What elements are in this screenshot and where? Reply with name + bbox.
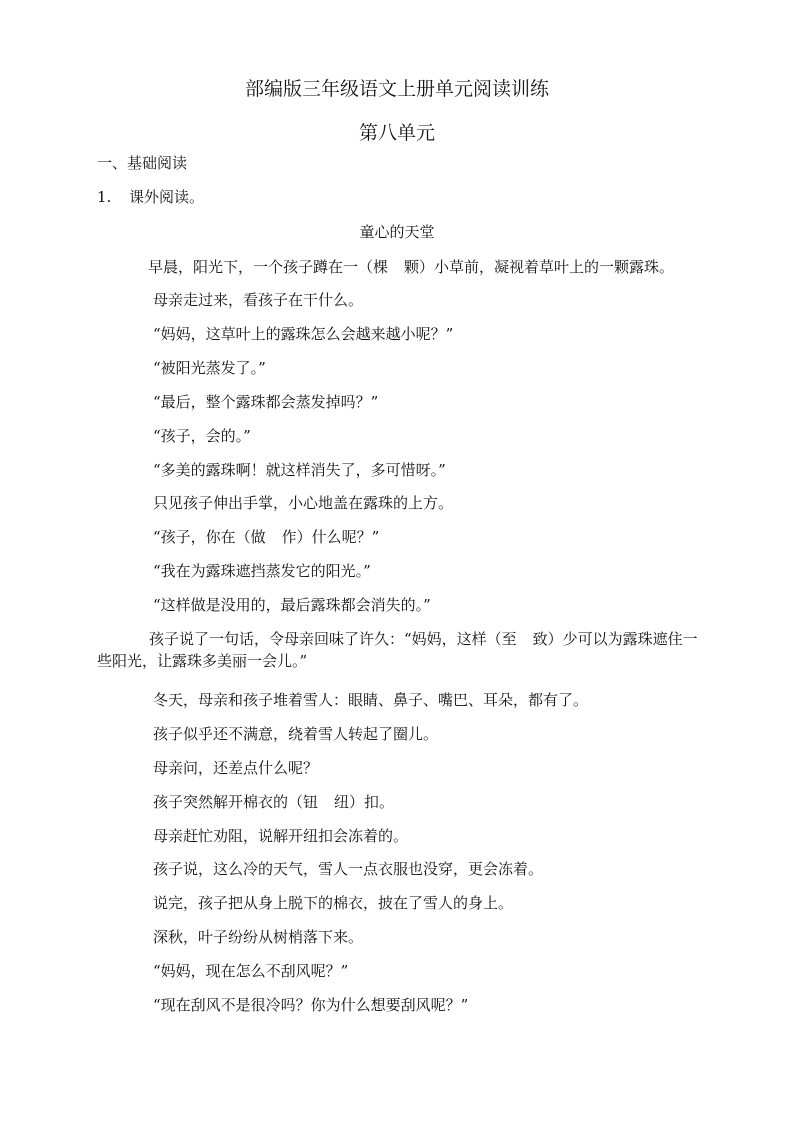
question-line — [97, 186, 204, 208]
document-title: 部编版三年级语文上册单元阅读训练 — [244, 78, 549, 100]
paragraph: 只见孩子伸出手掌，小心地盖在露珠的上方。 — [153, 494, 454, 512]
paragraph: “多美的露珠啊！就这样消失了，多可惜呀。” — [153, 461, 446, 479]
paragraph: “孩子，会的。” — [153, 427, 251, 445]
paragraph-text: 颗）小草前，凝视着草叶上的一颗露珠。 — [404, 258, 675, 276]
story-title: 童心的天堂 — [359, 223, 435, 241]
paragraph: “妈妈，这草叶上的露珠怎么会越来越小呢？” — [153, 325, 454, 343]
paragraph: 说完，孩子把从身上脱下的棉衣，披在了雪人的身上。 — [153, 894, 514, 912]
paragraph: 母亲走过来，看孩子在干什么。 — [153, 291, 364, 309]
paragraph-text: 早晨，阳光下，一个孩子蹲在一（棵 — [148, 258, 389, 276]
paragraph — [148, 256, 674, 278]
paragraph: “现在刮风不是很冷吗？你为什么想要刮风呢？” — [153, 996, 469, 1014]
unit-title: 第八单元 — [358, 122, 435, 144]
paragraph: “妈妈，现在怎么不刮风呢？” — [153, 962, 349, 980]
paragraph-text: 纽）扣。 — [334, 793, 395, 811]
paragraph: 深秋，叶子纷纷从树梢落下来。 — [153, 928, 364, 946]
paragraph: “被阳光蒸发了。” — [153, 359, 266, 377]
paragraph-text: “孩子，你在（做 — [153, 528, 266, 546]
paragraph: “最后，整个露珠都会蒸发掉吗？” — [153, 393, 379, 411]
question-number: 1. — [97, 188, 112, 206]
paragraph: “我在为露珠遮挡蒸发它的阳光。” — [153, 562, 371, 580]
paragraph — [153, 791, 394, 813]
paragraph-text: 孩子突然解开棉衣的（钮 — [153, 793, 319, 811]
paragraph — [153, 526, 379, 548]
paragraph-text: 作）什么呢？” — [281, 528, 380, 546]
question-text: 课外阅读。 — [129, 188, 205, 206]
paragraph: 孩子似乎还不满意，绕着雪人转起了圈儿。 — [153, 725, 439, 743]
paragraph: 冬天，母亲和孩子堆着雪人：眼睛、鼻子、嘴巴、耳朵，都有了。 — [153, 691, 589, 709]
paragraph — [97, 628, 703, 672]
paragraph-text: 致）少可以为露珠遮住一些阳光，让露珠多美丽一会儿。” — [97, 630, 698, 670]
section-heading: 一、基础阅读 — [97, 154, 188, 172]
paragraph: 母亲赶忙劝阻，说解开纽扣会冻着的。 — [153, 827, 409, 845]
paragraph: 母亲问，还差点什么呢？ — [153, 759, 319, 777]
paragraph-text: 孩子说了一句话，令母亲回味了许久：“妈妈，这样（至 — [149, 630, 517, 648]
paragraph: 孩子说，这么冷的天气，雪人一点衣服也没穿，更会冻着。 — [153, 860, 544, 878]
paragraph: “这样做是没用的，最后露珠都会消失的。” — [153, 596, 431, 614]
